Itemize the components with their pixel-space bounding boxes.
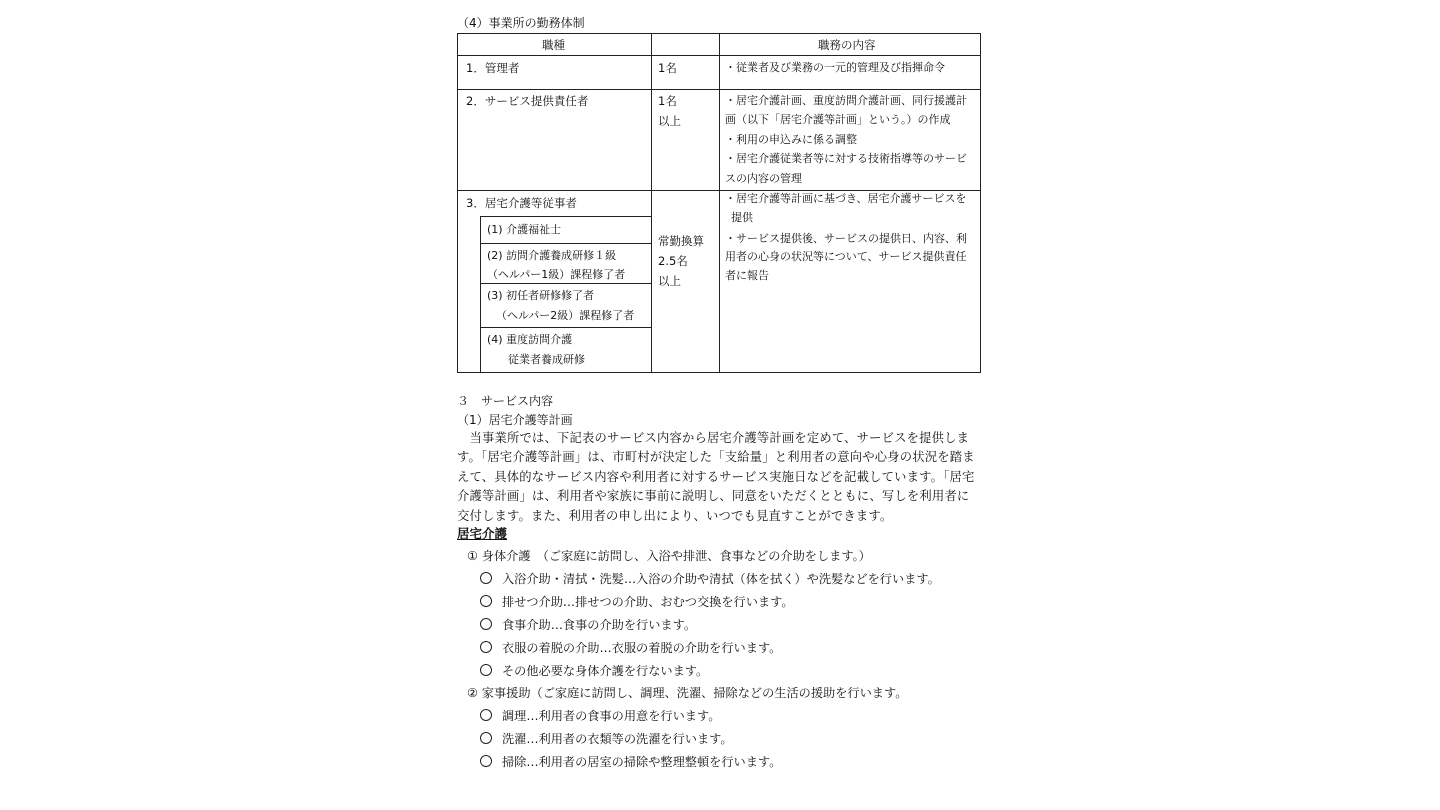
subtable-border-left <box>480 216 481 373</box>
row3-duty-line: ・サービス提供後、サービスの提供日、内容、利 <box>725 232 967 245</box>
row3-count-value: 2.5名 <box>658 254 688 268</box>
circle-bullet-icon <box>480 664 492 676</box>
row1-count: 1名 <box>658 61 677 75</box>
list-item <box>480 662 708 680</box>
paragraph-line: 介護等計画」は、利用者や家族に事前に説明し、同意をいただくとともに、写しを利用者に <box>457 489 970 504</box>
list-item <box>480 593 794 611</box>
table-border-left <box>457 33 458 373</box>
circle-bullet-icon <box>480 618 492 630</box>
row1-duty: ・従業者及び業務の一元的管理及び指揮命令 <box>725 61 945 74</box>
row3-role: 3．居宅介護等従事者 <box>466 196 577 210</box>
row1-role: 1．管理者 <box>466 61 520 75</box>
circle-bullet-icon <box>480 755 492 767</box>
paragraph-line: す。「居宅介護等計画」は、市町村が決定した「支給量」と利用者の意向や心身の状況を踏ま <box>457 450 975 465</box>
row3-sub-qualification: 従業者養成研修 <box>508 353 585 366</box>
category-physical-care: ① 身体介護 （ご家庭に訪問し、入浴や排泄、食事などの介助をします。） <box>467 549 871 563</box>
row3-sub-qualification: (1) 介護福祉士 <box>487 223 562 236</box>
paragraph-line: 当事業所では、下記表のサービス内容から居宅介護等計画を定めて、サービスを提供しま <box>457 431 970 445</box>
section-title-services: ３ サービス内容 <box>457 394 554 408</box>
subsection-title-plan: （1）居宅介護等計画 <box>457 413 573 427</box>
row2-duty-line: ・居宅介護計画、重度訪問介護計画、同行援護計 <box>725 94 967 107</box>
circle-bullet-icon <box>480 732 492 744</box>
row2-role: 2．サービス提供責任者 <box>466 94 589 108</box>
table-border-right <box>980 33 981 373</box>
list-item <box>480 639 781 657</box>
row2-duty-line: ・利用の申込みに係る調整 <box>725 133 857 146</box>
heading-home-care: 居宅介護 <box>457 526 508 541</box>
row3-sub-qualification: (4) 重度訪問介護 <box>487 333 573 346</box>
subtable-divider <box>480 283 651 284</box>
list-item-text: 衣服の着脱の介助…衣服の着脱の介助を行います。 <box>502 641 782 655</box>
header-role: 職種 <box>542 38 565 52</box>
plan-paragraph <box>457 429 981 526</box>
list-item <box>480 707 720 725</box>
circle-bullet-icon <box>480 641 492 653</box>
list-item-text: 排せつ介助…排せつの介助、おむつ交換を行います。 <box>502 595 794 609</box>
category-housework: ② 家事援助（ご家庭に訪問し、調理、洗濯、掃除などの生活の援助を行います。 <box>467 686 908 700</box>
row2-duty-line: ・居宅介護従業者等に対する技術指導等のサービ <box>725 152 967 165</box>
section-title-staffing: （4）事業所の勤務体制 <box>457 16 585 30</box>
row3-count-suffix: 以上 <box>658 274 681 288</box>
subtable-divider <box>480 216 651 217</box>
list-item-text: 洗濯…利用者の衣類等の洗濯を行います。 <box>502 732 733 746</box>
row3-duty-line: ・居宅介護等計画に基づき、居宅介護サービスを <box>725 192 967 205</box>
row2-duty-line: スの内容の管理 <box>725 172 802 185</box>
row2-count: 1名 <box>658 94 677 108</box>
row3-sub-qualification: (3) 初任者研修修了者 <box>487 289 595 302</box>
circle-bullet-icon <box>480 572 492 584</box>
row3-sub-qualification: (2) 訪問介護養成研修１級 <box>487 249 617 262</box>
row3-sub-qualification: （ヘルパー1級）課程修了者 <box>487 268 626 281</box>
row2-count-suffix: 以上 <box>658 114 681 128</box>
row3-duty-line: 用者の心身の状況等について、サービス提供責任 <box>725 250 967 263</box>
list-item <box>480 570 940 588</box>
table-col-divider <box>719 33 720 373</box>
subtable-divider <box>480 327 651 328</box>
list-item <box>480 616 696 634</box>
table-col-divider <box>651 33 652 373</box>
header-duty: 職務の内容 <box>818 38 876 52</box>
row3-count: 常勤換算 <box>658 234 704 248</box>
circle-bullet-icon <box>480 709 492 721</box>
row3-duty-line: 者に報告 <box>725 269 769 282</box>
list-item <box>480 730 733 748</box>
paragraph-line: 交付します。また、利用者の申し出により、いつでも見直すことができます。 <box>457 508 893 523</box>
circle-bullet-icon <box>480 595 492 607</box>
paragraph-line: えて、具体的なサービス内容や利用者に対するサービス実施日などを記載しています。「居宅 <box>457 469 975 484</box>
list-item-text: その他必要な身体介護を行ないます。 <box>502 664 709 678</box>
row3-sub-qualification: （ヘルパー2級）課程修了者 <box>496 309 635 322</box>
list-item-text: 入浴介助・清拭・洗髪…入浴の介助や清拭（体を拭く）や洗髪などを行います。 <box>502 572 940 586</box>
subtable-divider <box>480 243 651 244</box>
list-item <box>480 753 781 771</box>
list-item-text: 食事介助…食事の介助を行います。 <box>502 618 697 632</box>
row2-duty-line: 画（以下「居宅介護等計画」という。）の作成 <box>725 113 951 126</box>
row3-duty-line: 提供 <box>731 211 753 224</box>
list-item-text: 調理…利用者の食事の用意を行います。 <box>502 709 721 723</box>
list-item-text: 掃除…利用者の居室の掃除や整理整頓を行います。 <box>502 755 782 769</box>
